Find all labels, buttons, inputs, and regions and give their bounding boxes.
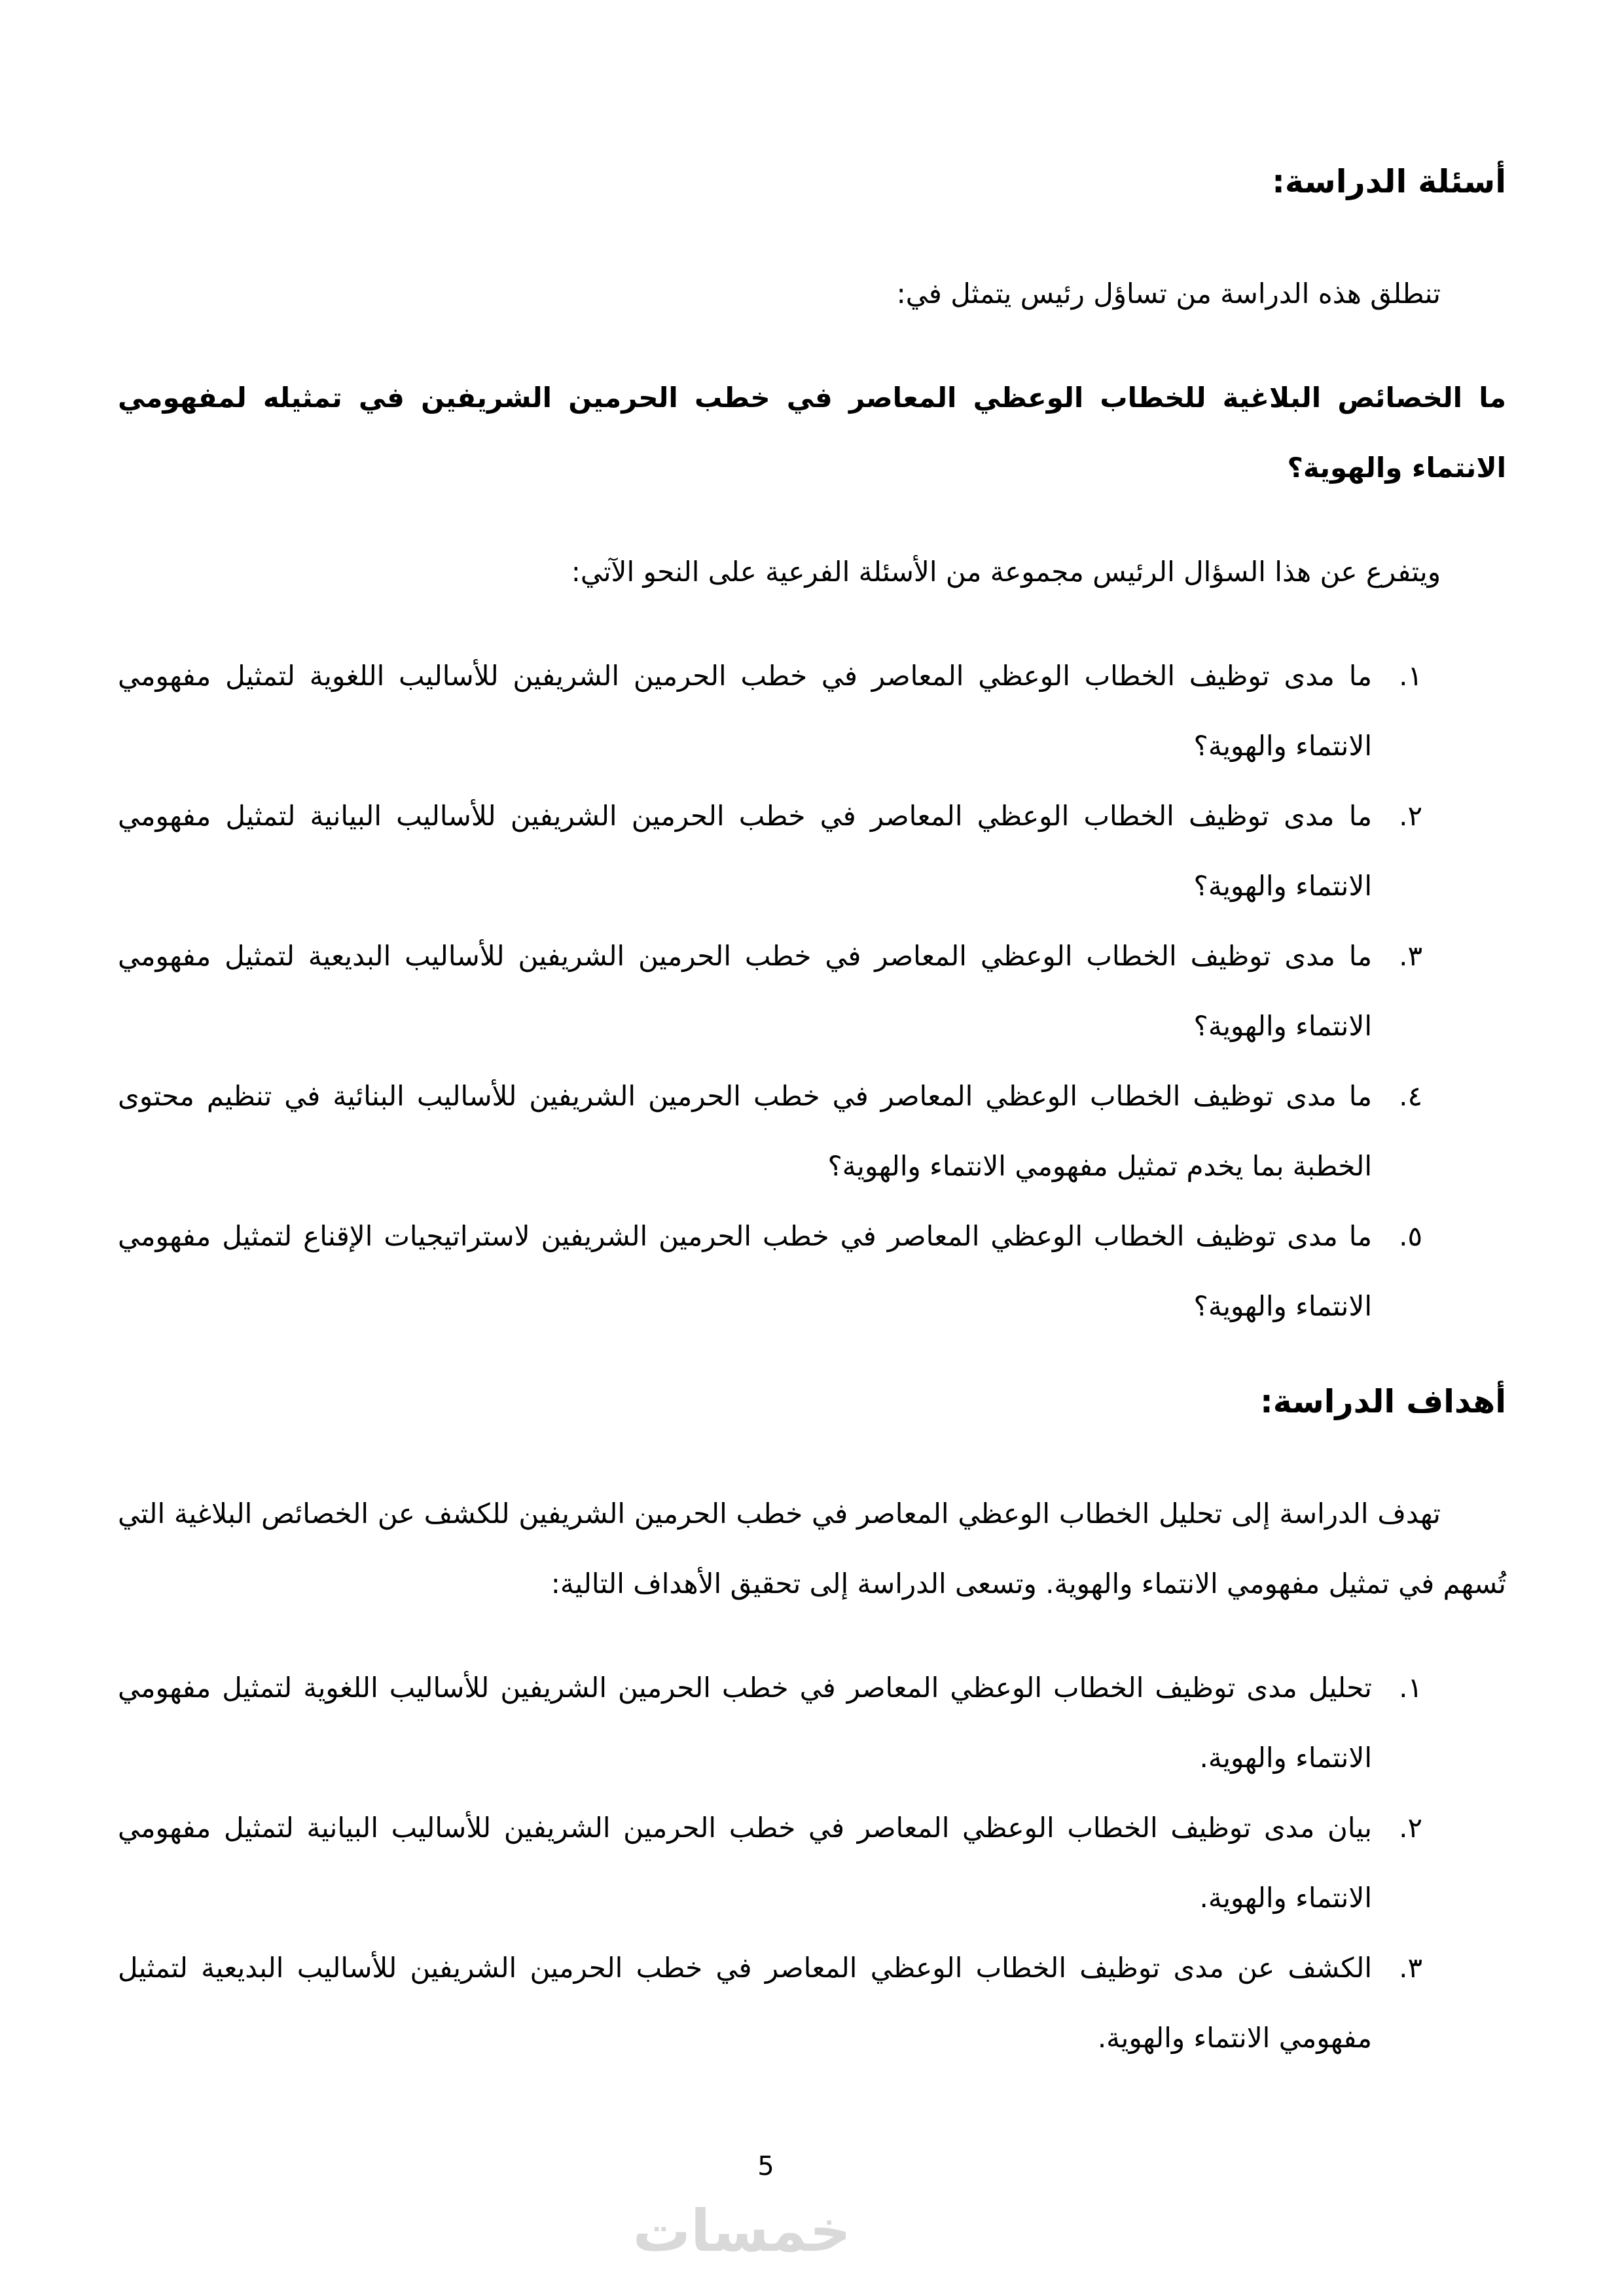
item-number: ٣. bbox=[1399, 1952, 1422, 1984]
khamsat-watermark-logo: خمسات bbox=[632, 2197, 851, 2265]
item-number: ٢. bbox=[1399, 800, 1422, 832]
list-item bbox=[118, 1933, 1506, 2073]
main-research-question: ما الخصائص البلاغية للخطاب الوعظي المعاصر في خطب الحرمين الشريفين في تمثيله لمفهومي الانتماء والهوية؟ bbox=[118, 382, 1506, 484]
list-item bbox=[118, 641, 1506, 781]
item-text: بيان مدى توظيف الخطاب الوعظي المعاصر في خطب الحرمين الشريفين للأساليب البيانية لتمثيل مفهومي الانتماء والهوية. bbox=[118, 1812, 1372, 1914]
study-questions-intro: تنطلق هذه الدراسة من تساؤل رئيس يتمثل في: bbox=[896, 278, 1441, 310]
item-text: ما مدى توظيف الخطاب الوعظي المعاصر في خطب الحرمين الشريفين للأساليب اللغوية لتمثيل مفهومي الانتماء والهوية؟ bbox=[118, 660, 1372, 762]
item-text: ما مدى توظيف الخطاب الوعظي المعاصر في خطب الحرمين الشريفين للأساليب البنائية في تنظيم محتوى الخطبة بما يخدم تمثيل مفهومي الانتماء والهوية؟ bbox=[118, 1080, 1372, 1182]
list-item bbox=[118, 921, 1506, 1061]
sub-questions-intro: ويتفرع عن هذا السؤال الرئيس مجموعة من الأسئلة الفرعية على النحو الآتي: bbox=[571, 556, 1441, 588]
item-text: الكشف عن مدى توظيف الخطاب الوعظي المعاصر في خطب الحرمين الشريفين للأساليب البديعية لتمثيل مفهومي الانتماء والهوية. bbox=[118, 1952, 1372, 2054]
item-number: ٣. bbox=[1399, 940, 1422, 972]
sub-questions-list bbox=[118, 641, 1506, 1341]
item-text: ما مدى توظيف الخطاب الوعظي المعاصر في خطب الحرمين الشريفين للأساليب البيانية لتمثيل مفهومي الانتماء والهوية؟ bbox=[118, 800, 1372, 902]
study-questions-section bbox=[118, 139, 1506, 1341]
list-item bbox=[118, 1793, 1506, 1933]
item-text: تحليل مدى توظيف الخطاب الوعظي المعاصر في خطب الحرمين الشريفين للأساليب اللغوية لتمثيل مفهومي الانتماء والهوية. bbox=[118, 1672, 1372, 1774]
study-objectives-section bbox=[118, 1359, 1506, 2073]
item-number: ١. bbox=[1399, 660, 1422, 692]
item-text: ما مدى توظيف الخطاب الوعظي المعاصر في خطب الحرمين الشريفين لاستراتيجيات الإقناع لتمثيل مفهومي الانتماء والهوية؟ bbox=[118, 1220, 1372, 1322]
item-number: ٥. bbox=[1399, 1220, 1422, 1252]
list-item bbox=[118, 1201, 1506, 1341]
list-item bbox=[118, 1653, 1506, 1793]
study-objectives-intro: تهدف الدراسة إلى تحليل الخطاب الوعظي المعاصر في خطب الحرمين الشريفين للكشف عن الخصائص البلاغية التي تُسهم في تمثيل مفهومي الانتماء والهوية. وتسعى الدراسة إلى تحقيق الأهداف التالية: bbox=[118, 1498, 1506, 1600]
study-questions-heading: أسئلة الدراسة: bbox=[1272, 163, 1506, 200]
list-item bbox=[118, 1061, 1506, 1201]
list-item bbox=[118, 781, 1506, 921]
objectives-list bbox=[118, 1653, 1506, 2073]
item-number: ٤. bbox=[1399, 1080, 1422, 1112]
item-text: ما مدى توظيف الخطاب الوعظي المعاصر في خطب الحرمين الشريفين للأساليب البديعية لتمثيل مفهومي الانتماء والهوية؟ bbox=[118, 940, 1372, 1042]
page-number: 5 bbox=[757, 2151, 774, 2181]
item-number: ٢. bbox=[1399, 1812, 1422, 1844]
item-number: ١. bbox=[1399, 1672, 1422, 1704]
study-objectives-heading: أهداف الدراسة: bbox=[1260, 1383, 1506, 1420]
